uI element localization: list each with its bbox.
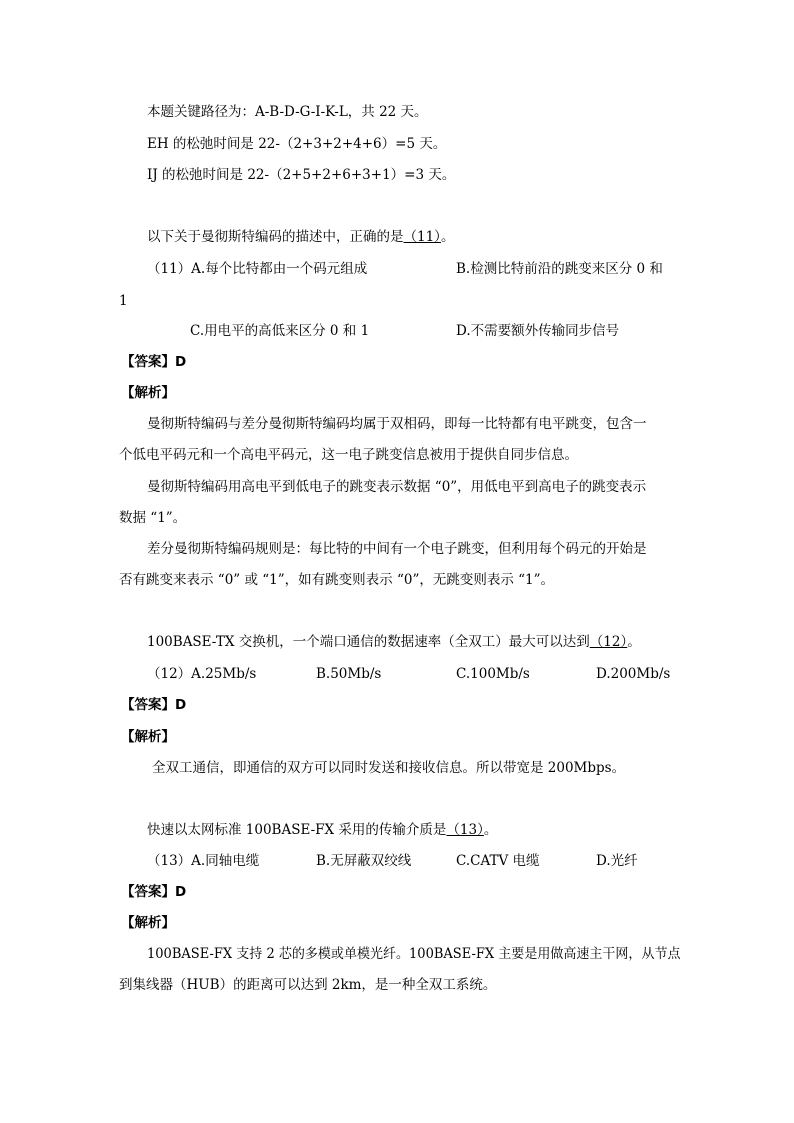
eh-slack-text: EH 的松弛时间是 22-（2+3+2+4+6）=5 天。 — [147, 136, 447, 152]
q12-option-c: C.100Mb/s — [456, 666, 530, 682]
q13-option-d: D.光纤 — [596, 853, 638, 869]
ij-slack-text: IJ 的松弛时间是 22-（2+5+2+6+3+1）=3 天。 — [147, 167, 456, 183]
q11-analysis-p3-l2: 否有跳变来表示 “0” 或 “1”，如有跳变则表示 “0”，无跳变则表示 “1”。 — [119, 572, 555, 588]
q12-analysis-p1: 全双工通信，即通信的双方可以同时发送和接收信息。所以带宽是 200Mbps。 — [152, 760, 626, 776]
q11-option-b-wrap: 1 — [119, 293, 128, 309]
q12-blank: （12） — [589, 634, 628, 650]
q11-option-b: B.检测比特前沿的跳变来区分 0 和 — [456, 261, 663, 277]
q12-option-b: B.50Mb/s — [316, 666, 382, 682]
q11-option-c: C.用电平的高低来区分 0 和 1 — [190, 323, 370, 339]
q12-stem-end: 。 — [627, 634, 641, 650]
q11-option-d: D.不需要额外传输同步信号 — [456, 323, 620, 339]
q12-option-d: D.200Mb/s — [596, 666, 671, 682]
q11-answer-label: 【答案】D — [121, 354, 187, 370]
q13-blank: （13） — [446, 822, 484, 838]
q11-analysis-p2-l1: 曼彻斯特编码用高电平到低电子的跳变表示数据 “0”，用低电平到高电子的跳变表示 — [147, 479, 647, 495]
q13-option-a: （13）A.同轴电缆 — [147, 853, 260, 869]
q12-option-a: （12）A.25Mb/s — [147, 666, 257, 682]
q13-option-b: B.无屏蔽双绞线 — [316, 853, 412, 869]
q13-option-c: C.CATV 电缆 — [456, 853, 540, 869]
q12-analysis-label: 【解析】 — [121, 729, 175, 745]
q11-stem-end: 。 — [440, 229, 455, 245]
q11-analysis-p1-l2: 个低电平码元和一个高电平码元，这一电子跳变信息被用于提供自同步信息。 — [119, 447, 578, 463]
q12-answer-label: 【答案】D — [121, 697, 187, 713]
q11-option-a: （11）A.每个比特都由一个码元组成 — [147, 261, 368, 277]
q13-stem-end: 。 — [483, 822, 498, 838]
q11-stem — [147, 227, 454, 247]
q12-stem-text: 100BASE-TX 交换机，一个端口通信的数据速率（全双工）最大可以达到 — [147, 634, 590, 650]
q12-stem — [147, 632, 641, 652]
q11-analysis-p3-l1: 差分曼彻斯特编码规则是：每比特的中间有一个电子跳变，但利用每个码元的开始是 — [147, 541, 647, 557]
q13-stem — [147, 820, 497, 840]
q13-answer-label: 【答案】D — [121, 884, 187, 900]
q13-analysis-p1-l1: 100BASE-FX 支持 2 芯的多模或单模光纤。100BASE-FX 主要是用做高速主干网，从节点 — [147, 946, 681, 962]
q13-analysis-p1-l2: 到集线器（HUB）的距离可以达到 2km，是一种全双工系统。 — [119, 977, 497, 993]
q13-stem-text: 快速以太网标准 100BASE-FX 采用的传输介质是 — [147, 822, 447, 838]
q11-blank: （11） — [403, 229, 441, 245]
q11-analysis-p1-l1: 曼彻斯特编码与差分曼彻斯特编码均属于双相码，即每一比特都有电平跳变，包含一 — [147, 416, 647, 432]
q11-stem-text: 以下关于曼彻斯特编码的描述中，正确的是 — [147, 229, 404, 245]
q13-analysis-label: 【解析】 — [121, 915, 175, 931]
q11-analysis-label: 【解析】 — [121, 385, 175, 401]
critical-path-text: 本题关键路径为：A-B-D-G-I-K-L，共 22 天。 — [147, 104, 428, 120]
q11-analysis-p2-l2: 数据 “1”。 — [119, 510, 187, 526]
